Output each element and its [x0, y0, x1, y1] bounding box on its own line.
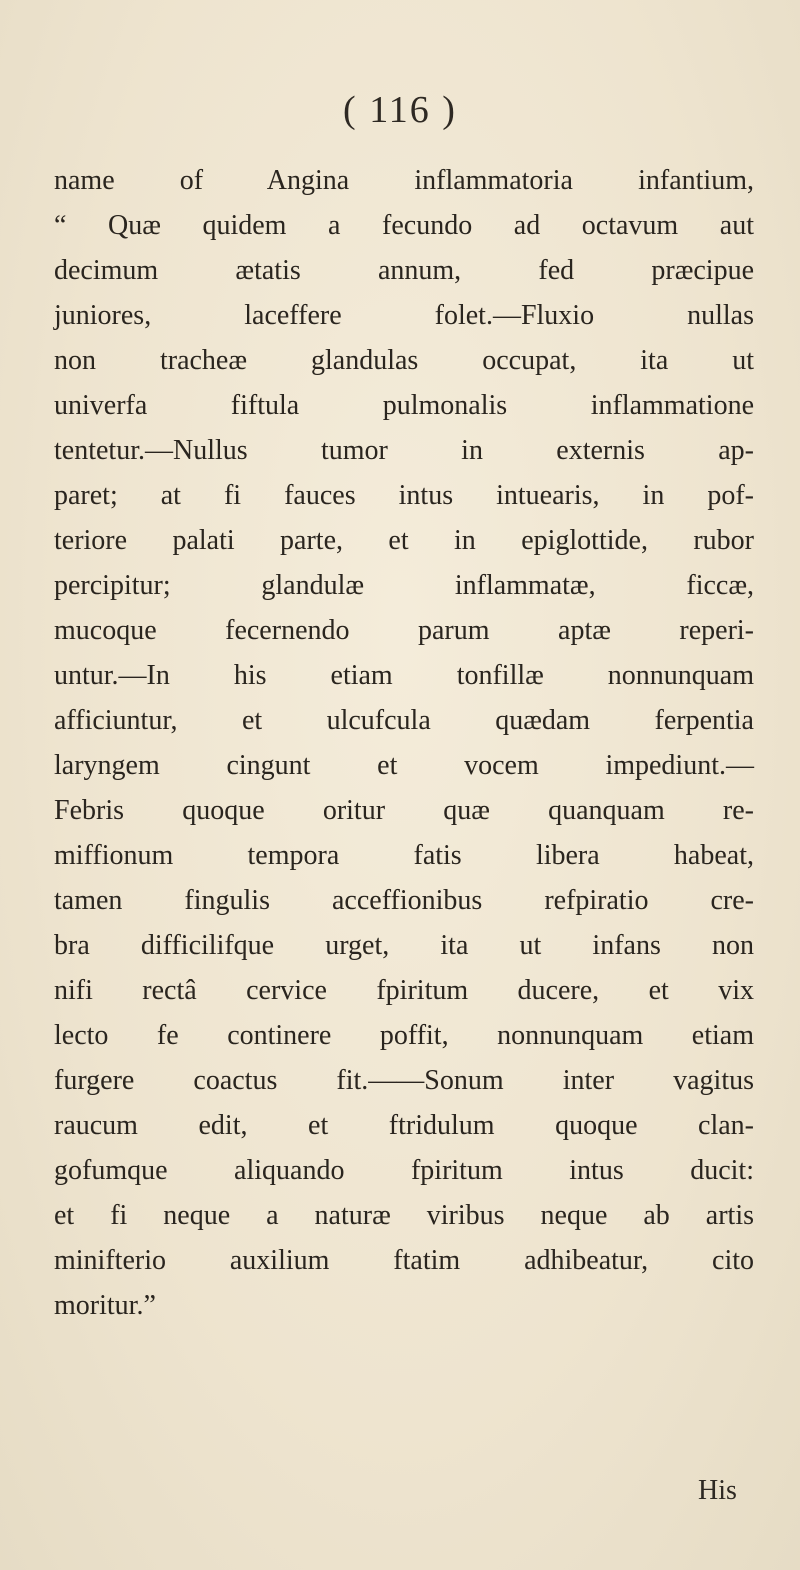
text-line: nifi rectâ cervice fpiritum ducere, et vix	[54, 975, 754, 1006]
text-line: afficiuntur, et ulcufcula quædam ferpentia	[54, 705, 754, 736]
text-line: bra difficilifque urget, ita ut infans non	[54, 930, 754, 961]
text-line: moritur.”	[54, 1290, 156, 1321]
text-line: tamen fingulis acceffionibus refpiratio cre-	[54, 885, 754, 916]
page-number: ( 116 )	[343, 89, 457, 131]
catchword: His	[698, 1475, 737, 1506]
text-line: tentetur.—Nullus tumor in externis ap-	[54, 435, 754, 466]
text-line: mucoque fecernendo parum aptæ reperi-	[54, 615, 754, 646]
text-line: laryngem cingunt et vocem impediunt.—	[54, 750, 754, 781]
text-line: furgere coactus fit.——Sonum inter vagitus	[54, 1065, 754, 1096]
text-line: juniores, laceffere folet.—Fluxio nullas	[54, 300, 754, 331]
text-line: non tracheæ glandulas occupat, ita ut	[54, 345, 754, 376]
text-line: paret; at fi fauces intus intuearis, in pof-	[54, 480, 754, 511]
text-line: et fi neque a naturæ viribus neque ab artis	[54, 1200, 754, 1231]
text-line: minifterio auxilium ftatim adhibeatur, cito	[54, 1245, 754, 1276]
text-line: gofumque aliquando fpiritum intus ducit:	[54, 1155, 754, 1186]
text-line: Febris quoque oritur quæ quanquam re-	[54, 795, 754, 826]
text-line: percipitur; glandulæ inflammatæ, ficcæ,	[54, 570, 754, 601]
text-line: lecto fe continere poffit, nonnunquam etiam	[54, 1020, 754, 1051]
text-line: name of Angina inflammatoria infantium,	[54, 165, 754, 196]
text-line: raucum edit, et ftridulum quoque clan-	[54, 1110, 754, 1141]
text-line: decimum ætatis annum, fed præcipue	[54, 255, 754, 286]
text-line: univerfa fiftula pulmonalis inflammatione	[54, 390, 754, 421]
text-line: “ Quæ quidem a fecundo ad octavum aut	[54, 210, 754, 241]
text-line: miffionum tempora fatis libera habeat,	[54, 840, 754, 871]
text-line: teriore palati parte, et in epiglottide, rubor	[54, 525, 754, 556]
text-line: untur.—In his etiam tonfillæ nonnunquam	[54, 660, 754, 691]
body-text	[54, 158, 754, 1328]
